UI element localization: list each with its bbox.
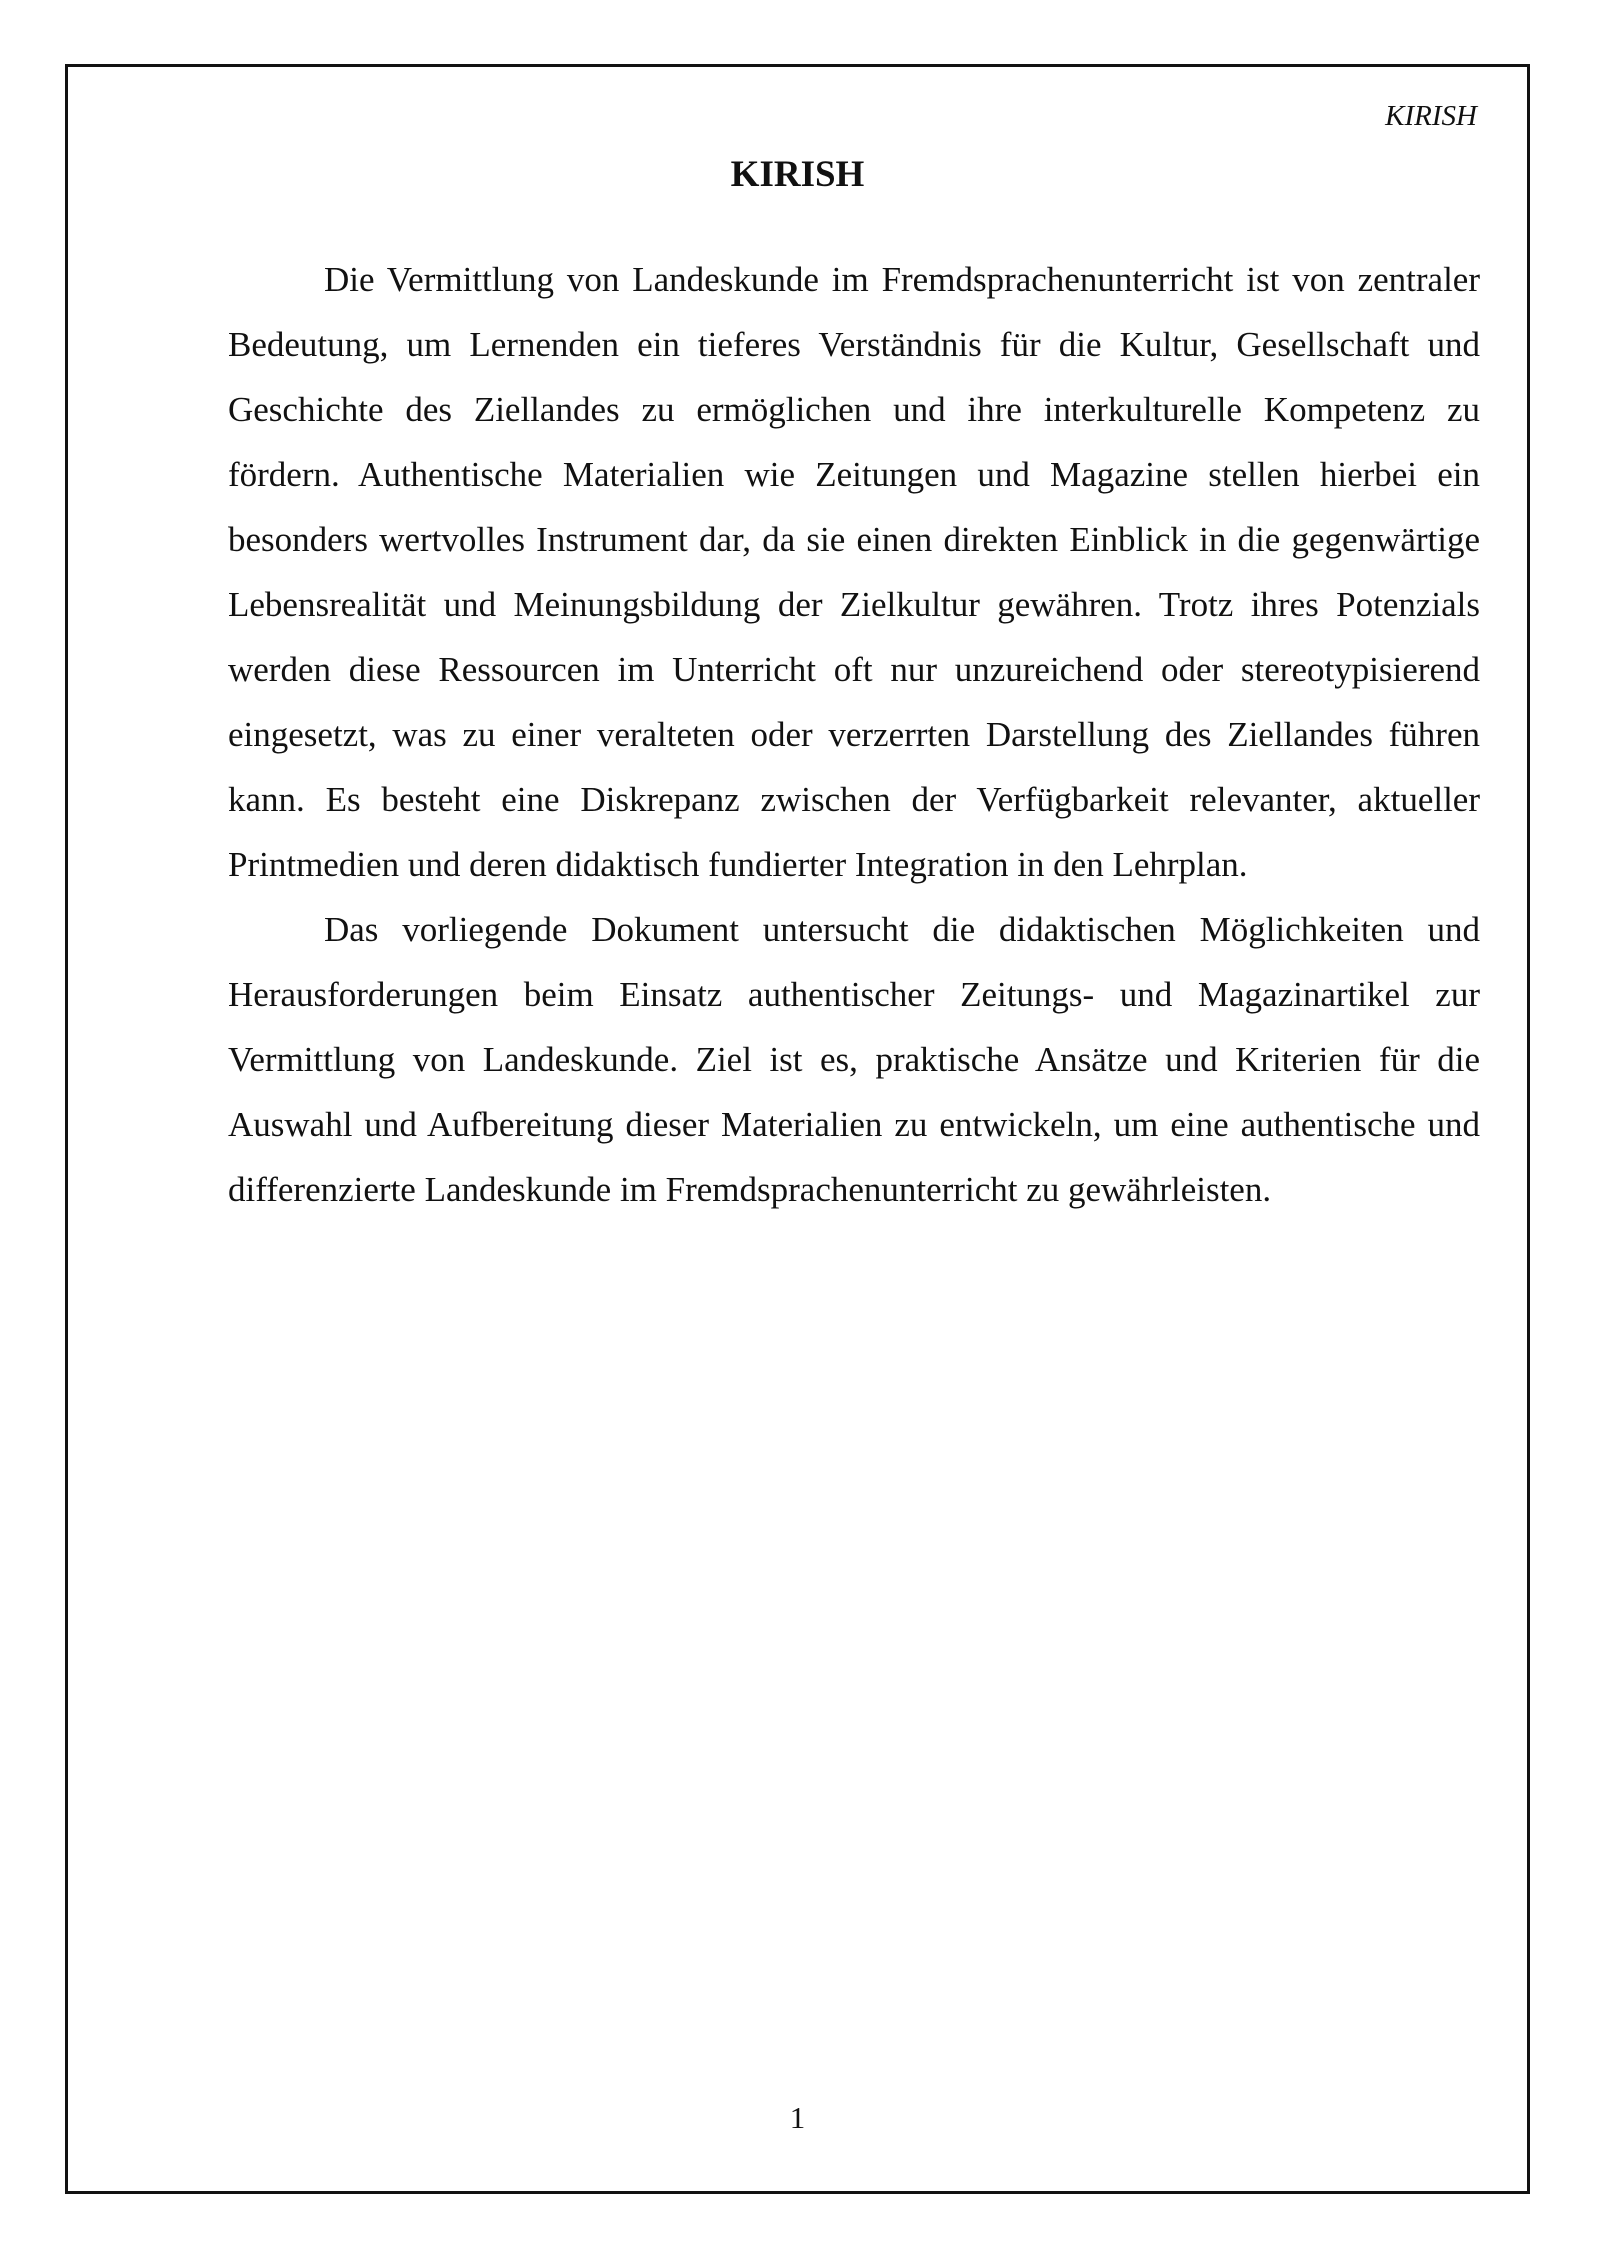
paragraph: Die Vermittlung von Landeskunde im Fremdsprachenunterricht ist von zentraler Bedeutung, um Lernenden ein tieferes Verständnis für die Kultur, Gesellschaft und Geschichte des Ziellandes zu ermöglichen und ihre interkulturelle Kompetenz zu fördern. Authentische Materialien wie Zeitungen und Magazine stellen hierbei ein besonders wertvolles Instrument dar, da sie einen direkten Einblick in die gegenwärtige Lebensrealität und Meinungsbildung der Zielkultur gewähren. Trotz ihres Potenzials werden diese Ressourcen im Unterricht oft nur unzureichend oder stereotypisierend eingesetzt, was zu einer veralteten oder verzerrten Darstellung des Ziellandes führen kann. Es besteht eine Diskrepanz zwischen der Verfügbarkeit relevanter, aktueller Printmedien und deren didaktisch fundierter Integration in den Lehrplan. [228, 260, 1480, 884]
page-border [65, 64, 1530, 2194]
page-title: KIRISH [730, 154, 865, 195]
paragraph: Das vorliegende Dokument untersucht die didaktischen Möglichkeiten und Herausforderungen beim Einsatz authentischer Zeitungs- und Magazinartikel zur Vermittlung von Landeskunde. Ziel ist es, praktische Ansätze und Kriterien für die Auswahl und Aufbereitung dieser Materialien zu entwickeln, um eine authentische und differenzierte Landeskunde im Fremdsprachenunterricht zu gewährleisten. [228, 910, 1480, 1209]
body-text [228, 247, 1480, 1222]
page-number: 1 [789, 2100, 806, 2135]
running-header: KIRISH [1385, 100, 1477, 132]
